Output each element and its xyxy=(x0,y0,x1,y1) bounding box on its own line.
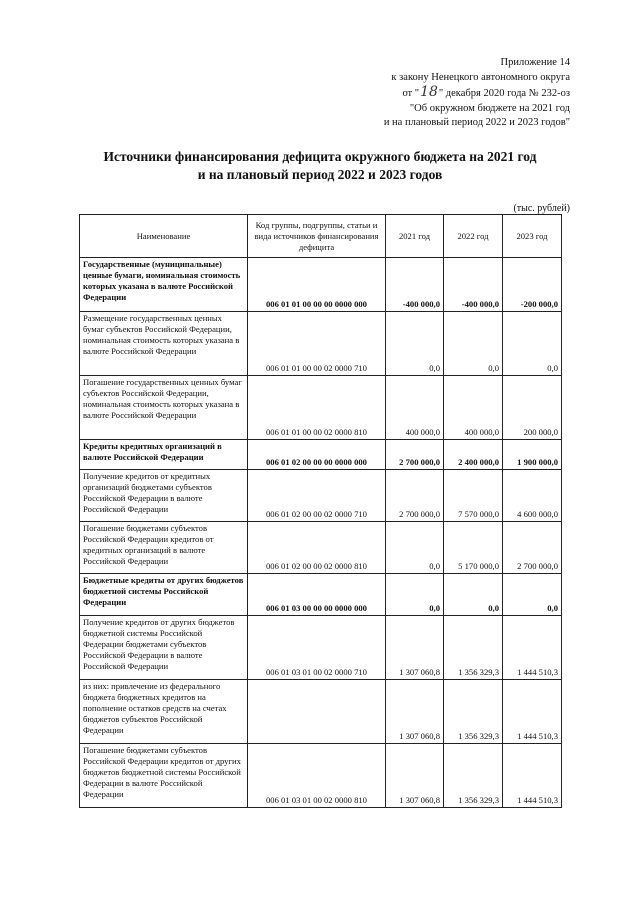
cell-2023: 1 444 510,3 xyxy=(503,744,562,808)
appendix-label: Приложение 14 xyxy=(500,57,570,68)
column-header-code: Код группы, подгруппы, статьи и вида источников финансирования дефицита xyxy=(248,215,386,258)
cell-2021: 0,0 xyxy=(386,574,444,616)
cell-2022: 7 570 000,0 xyxy=(444,470,503,522)
table-row xyxy=(80,574,562,616)
column-header-2022: 2022 год xyxy=(444,215,503,258)
cell-2022: 2 400 000,0 xyxy=(444,440,503,470)
table-row xyxy=(80,470,562,522)
cell-2022: 0,0 xyxy=(444,574,503,616)
financing-sources-table xyxy=(79,214,562,808)
document-title xyxy=(0,148,640,184)
cell-2021: 2 700 000,0 xyxy=(386,470,444,522)
cell-2022: 0,0 xyxy=(444,312,503,376)
cell-2021: 0,0 xyxy=(386,312,444,376)
table-row xyxy=(80,522,562,574)
cell-name: Погашение бюджетами субъектов Российской Федерации кредитов от кредитных организаций в валюте Российской Федерации xyxy=(80,522,248,574)
law-date-suffix: " декабря 2020 года № 232-оз xyxy=(438,88,570,99)
cell-code: 006 01 03 01 00 02 0000 710 xyxy=(248,616,386,680)
cell-name: Кредиты кредитных организаций в валюте Российской Федерации xyxy=(80,440,248,470)
cell-name: Получение кредитов от других бюджетов бюджетной системы Российской Федерации бюджетами субъектов Российской Федерации в валюте Российской Федерации xyxy=(80,616,248,680)
cell-2022: -400 000,0 xyxy=(444,258,503,312)
cell-2023: 4 600 000,0 xyxy=(503,470,562,522)
cell-2023: 1 444 510,3 xyxy=(503,616,562,680)
law-title-line-2: и на плановый период 2022 и 2023 годов" xyxy=(383,117,570,128)
cell-2021: 400 000,0 xyxy=(386,376,444,440)
cell-2023: 1 900 000,0 xyxy=(503,440,562,470)
cell-2021: 1 307 060,8 xyxy=(386,616,444,680)
cell-code: 006 01 03 00 00 00 0000 000 xyxy=(248,574,386,616)
cell-code: 006 01 02 00 00 00 0000 000 xyxy=(248,440,386,470)
table-row xyxy=(80,376,562,440)
cell-code xyxy=(248,680,386,744)
cell-2023: 200 000,0 xyxy=(503,376,562,440)
table-row xyxy=(80,680,562,744)
cell-2022: 1 356 329,3 xyxy=(444,744,503,808)
cell-code: 006 01 01 00 00 00 0000 000 xyxy=(248,258,386,312)
column-header-2023: 2023 год xyxy=(503,215,562,258)
cell-name: Погашение государственных ценных бумаг субъектов Российской Федерации, номинальная стоимость которых указана в валюте Российской Федерации xyxy=(80,376,248,440)
cell-name: Погашение бюджетами субъектов Российской Федерации кредитов от других бюджетов бюджетной системы Российской Федерации в валюте Российской Федерации xyxy=(80,744,248,808)
cell-name: Получение кредитов от кредитных организаций бюджетами субъектов Российской Федерации в валюте Российской Федерации xyxy=(80,470,248,522)
cell-2022: 400 000,0 xyxy=(444,376,503,440)
column-header-name: Наименование xyxy=(80,215,248,258)
title-line-1: Источники финансирования дефицита окружного бюджета на 2021 год xyxy=(103,149,537,164)
law-date-prefix: от " xyxy=(402,88,420,99)
cell-name: из них: привлечение из федерального бюджета бюджетных кредитов на пополнение остатков средств на счетах бюджетов субъектов Российской Федерации xyxy=(80,680,248,744)
cell-name: Государственные (муниципальные) ценные бумаги, номинальная стоимость которых указана в валюте Российской Федерации xyxy=(80,258,248,312)
cell-2023: -200 000,0 xyxy=(503,258,562,312)
appendix-header xyxy=(384,56,570,131)
cell-code: 006 01 02 00 00 02 0000 710 xyxy=(248,470,386,522)
table-row xyxy=(80,312,562,376)
cell-2022: 1 356 329,3 xyxy=(444,616,503,680)
table-header-row xyxy=(80,215,562,258)
cell-2021: 1 307 060,8 xyxy=(386,680,444,744)
cell-code: 006 01 01 00 00 02 0000 710 xyxy=(248,312,386,376)
cell-name: Размещение государственных ценных бумаг субъектов Российской Федерации, номинальная стоимость которых указана в валюте Российской Федерации xyxy=(80,312,248,376)
title-line-2: и на плановый период 2022 и 2023 годов xyxy=(197,167,443,182)
units-label: (тыс. рублей) xyxy=(513,203,570,214)
cell-code: 006 01 01 00 00 02 0000 810 xyxy=(248,376,386,440)
cell-2022: 1 356 329,3 xyxy=(444,680,503,744)
cell-2022: 5 170 000,0 xyxy=(444,522,503,574)
column-header-2021: 2021 год xyxy=(386,215,444,258)
cell-code: 006 01 02 00 00 02 0000 810 xyxy=(248,522,386,574)
cell-2023: 0,0 xyxy=(503,312,562,376)
table-row xyxy=(80,440,562,470)
cell-code: 006 01 03 01 00 02 0000 810 xyxy=(248,744,386,808)
law-reference: к закону Ненецкого автономного округа xyxy=(391,71,570,83)
cell-2021: -400 000,0 xyxy=(386,258,444,312)
cell-2021: 1 307 060,8 xyxy=(386,744,444,808)
law-title-line-1: "Об окружном бюджете на 2021 год xyxy=(409,102,570,114)
law-date xyxy=(384,85,570,102)
cell-2023: 2 700 000,0 xyxy=(503,522,562,574)
table-row xyxy=(80,616,562,680)
cell-2021: 0,0 xyxy=(386,522,444,574)
cell-2023: 0,0 xyxy=(503,574,562,616)
handwritten-day: 18 xyxy=(420,84,438,100)
cell-2021: 2 700 000,0 xyxy=(386,440,444,470)
cell-2023: 1 444 510,3 xyxy=(503,680,562,744)
table-row xyxy=(80,744,562,808)
cell-name: Бюджетные кредиты от других бюджетов бюджетной системы Российской Федерации xyxy=(80,574,248,616)
table-row xyxy=(80,258,562,312)
